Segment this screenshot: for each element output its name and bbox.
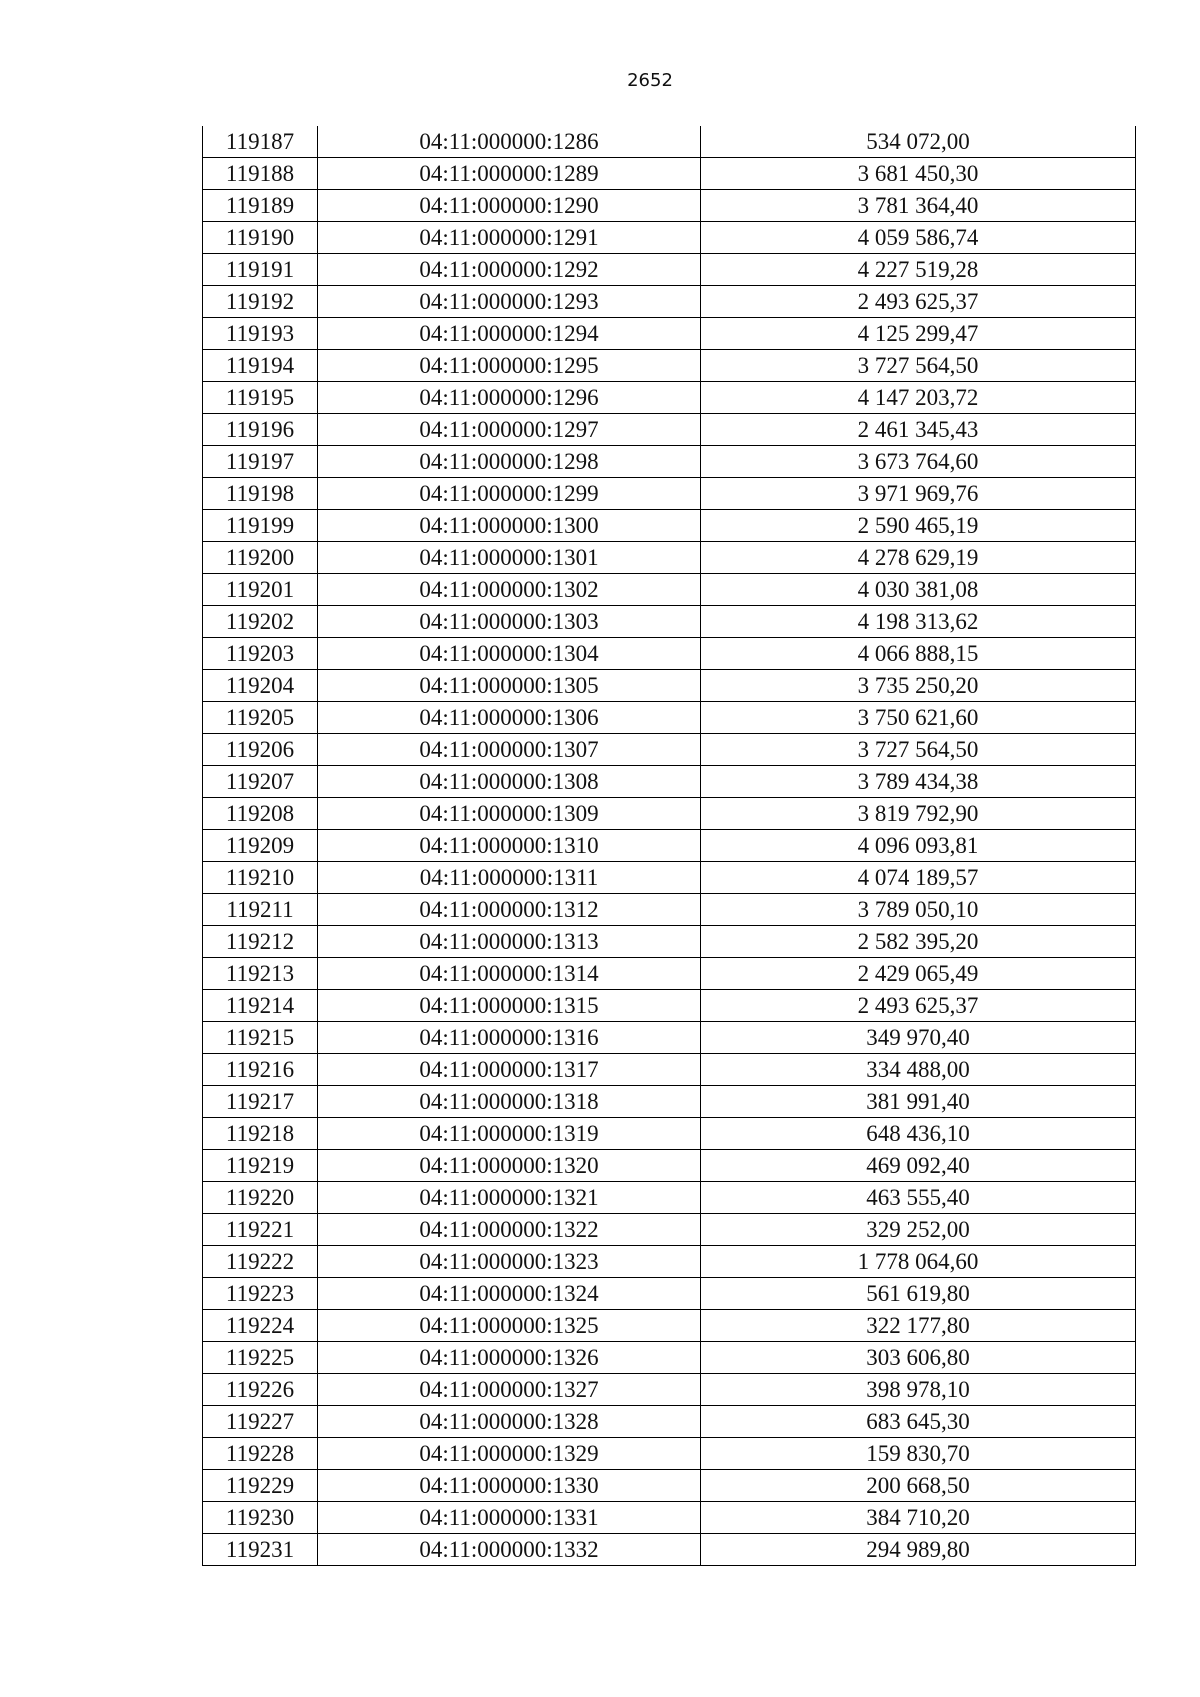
- row-number-cell: 119191: [203, 254, 318, 286]
- cadastral-value-table: [202, 126, 1136, 1566]
- cadastral-value-cell: 463 555,40: [701, 1182, 1136, 1214]
- cadastral-value-cell: 4 059 586,74: [701, 222, 1136, 254]
- table-row: [203, 1278, 1136, 1310]
- cadastral-value-cell: 3 727 564,50: [701, 350, 1136, 382]
- row-number-cell: 119204: [203, 670, 318, 702]
- cadastral-number-cell: 04:11:000000:1325: [318, 1310, 701, 1342]
- cadastral-number-cell: 04:11:000000:1330: [318, 1470, 701, 1502]
- table-row: [203, 1150, 1136, 1182]
- cadastral-number-cell: 04:11:000000:1332: [318, 1534, 701, 1566]
- row-number-cell: 119230: [203, 1502, 318, 1534]
- table-row: [203, 1086, 1136, 1118]
- table-row: [203, 670, 1136, 702]
- row-number-cell: 119207: [203, 766, 318, 798]
- cadastral-number-cell: 04:11:000000:1311: [318, 862, 701, 894]
- table-row: [203, 1406, 1136, 1438]
- row-number-cell: 119219: [203, 1150, 318, 1182]
- cadastral-number-cell: 04:11:000000:1301: [318, 542, 701, 574]
- row-number-cell: 119214: [203, 990, 318, 1022]
- row-number-cell: 119228: [203, 1438, 318, 1470]
- row-number-cell: 119211: [203, 894, 318, 926]
- cadastral-number-cell: 04:11:000000:1328: [318, 1406, 701, 1438]
- row-number-cell: 119189: [203, 190, 318, 222]
- cadastral-value-cell: 4 147 203,72: [701, 382, 1136, 414]
- row-number-cell: 119226: [203, 1374, 318, 1406]
- cadastral-number-cell: 04:11:000000:1314: [318, 958, 701, 990]
- cadastral-number-cell: 04:11:000000:1303: [318, 606, 701, 638]
- cadastral-number-cell: 04:11:000000:1313: [318, 926, 701, 958]
- row-number-cell: 119198: [203, 478, 318, 510]
- table-row: [203, 350, 1136, 382]
- row-number-cell: 119188: [203, 158, 318, 190]
- row-number-cell: 119203: [203, 638, 318, 670]
- cadastral-number-cell: 04:11:000000:1289: [318, 158, 701, 190]
- table-row: [203, 766, 1136, 798]
- table-row: [203, 446, 1136, 478]
- cadastral-value-cell: 384 710,20: [701, 1502, 1136, 1534]
- table-row: [203, 1022, 1136, 1054]
- cadastral-value-cell: 4 096 093,81: [701, 830, 1136, 862]
- table-row: [203, 606, 1136, 638]
- table-row: [203, 1246, 1136, 1278]
- row-number-cell: 119193: [203, 318, 318, 350]
- cadastral-value-cell: 4 030 381,08: [701, 574, 1136, 606]
- row-number-cell: 119231: [203, 1534, 318, 1566]
- table-row: [203, 894, 1136, 926]
- table-row: [203, 1502, 1136, 1534]
- row-number-cell: 119192: [203, 286, 318, 318]
- table-row: [203, 1374, 1136, 1406]
- cadastral-number-cell: 04:11:000000:1322: [318, 1214, 701, 1246]
- cadastral-value-cell: 2 582 395,20: [701, 926, 1136, 958]
- row-number-cell: 119195: [203, 382, 318, 414]
- cadastral-number-cell: 04:11:000000:1290: [318, 190, 701, 222]
- cadastral-value-cell: 683 645,30: [701, 1406, 1136, 1438]
- cadastral-value-cell: 4 066 888,15: [701, 638, 1136, 670]
- row-number-cell: 119212: [203, 926, 318, 958]
- table-row: [203, 126, 1136, 158]
- row-number-cell: 119218: [203, 1118, 318, 1150]
- cadastral-number-cell: 04:11:000000:1320: [318, 1150, 701, 1182]
- cadastral-number-cell: 04:11:000000:1316: [318, 1022, 701, 1054]
- cadastral-value-cell: 2 493 625,37: [701, 990, 1136, 1022]
- cadastral-value-cell: 303 606,80: [701, 1342, 1136, 1374]
- row-number-cell: 119215: [203, 1022, 318, 1054]
- cadastral-value-cell: 561 619,80: [701, 1278, 1136, 1310]
- cadastral-number-cell: 04:11:000000:1286: [318, 126, 701, 158]
- cadastral-value-cell: 3 781 364,40: [701, 190, 1136, 222]
- row-number-cell: 119227: [203, 1406, 318, 1438]
- cadastral-value-cell: 1 778 064,60: [701, 1246, 1136, 1278]
- row-number-cell: 119205: [203, 702, 318, 734]
- cadastral-number-cell: 04:11:000000:1323: [318, 1246, 701, 1278]
- row-number-cell: 119197: [203, 446, 318, 478]
- cadastral-value-cell: 329 252,00: [701, 1214, 1136, 1246]
- table-row: [203, 1310, 1136, 1342]
- cadastral-value-cell: 3 971 969,76: [701, 478, 1136, 510]
- cadastral-number-cell: 04:11:000000:1297: [318, 414, 701, 446]
- cadastral-value-cell: 3 673 764,60: [701, 446, 1136, 478]
- table-row: [203, 862, 1136, 894]
- cadastral-number-cell: 04:11:000000:1291: [318, 222, 701, 254]
- table-row: [203, 958, 1136, 990]
- table-row: [203, 638, 1136, 670]
- cadastral-number-cell: 04:11:000000:1327: [318, 1374, 701, 1406]
- table-row: [203, 926, 1136, 958]
- cadastral-value-cell: 381 991,40: [701, 1086, 1136, 1118]
- cadastral-value-cell: 200 668,50: [701, 1470, 1136, 1502]
- cadastral-value-cell: 159 830,70: [701, 1438, 1136, 1470]
- cadastral-number-cell: 04:11:000000:1300: [318, 510, 701, 542]
- cadastral-number-cell: 04:11:000000:1326: [318, 1342, 701, 1374]
- cadastral-number-cell: 04:11:000000:1321: [318, 1182, 701, 1214]
- cadastral-value-cell: 2 590 465,19: [701, 510, 1136, 542]
- row-number-cell: 119220: [203, 1182, 318, 1214]
- table-row: [203, 990, 1136, 1022]
- cadastral-value-cell: 349 970,40: [701, 1022, 1136, 1054]
- row-number-cell: 119202: [203, 606, 318, 638]
- cadastral-number-cell: 04:11:000000:1319: [318, 1118, 701, 1150]
- row-number-cell: 119187: [203, 126, 318, 158]
- cadastral-number-cell: 04:11:000000:1304: [318, 638, 701, 670]
- cadastral-value-cell: 322 177,80: [701, 1310, 1136, 1342]
- table-row: [203, 510, 1136, 542]
- table-row: [203, 254, 1136, 286]
- table-row: [203, 318, 1136, 350]
- cadastral-number-cell: 04:11:000000:1305: [318, 670, 701, 702]
- cadastral-number-cell: 04:11:000000:1302: [318, 574, 701, 606]
- cadastral-value-cell: 4 125 299,47: [701, 318, 1136, 350]
- row-number-cell: 119223: [203, 1278, 318, 1310]
- cadastral-number-cell: 04:11:000000:1310: [318, 830, 701, 862]
- cadastral-number-cell: 04:11:000000:1299: [318, 478, 701, 510]
- cadastral-number-cell: 04:11:000000:1329: [318, 1438, 701, 1470]
- cadastral-value-cell: 3 819 792,90: [701, 798, 1136, 830]
- row-number-cell: 119199: [203, 510, 318, 542]
- table-row: [203, 414, 1136, 446]
- row-number-cell: 119190: [203, 222, 318, 254]
- cadastral-value-cell: 3 789 434,38: [701, 766, 1136, 798]
- cadastral-value-cell: 3 789 050,10: [701, 894, 1136, 926]
- table-row: [203, 798, 1136, 830]
- cadastral-number-cell: 04:11:000000:1318: [318, 1086, 701, 1118]
- table-row: [203, 158, 1136, 190]
- table-row: [203, 222, 1136, 254]
- row-number-cell: 119208: [203, 798, 318, 830]
- cadastral-number-cell: 04:11:000000:1312: [318, 894, 701, 926]
- cadastral-number-cell: 04:11:000000:1309: [318, 798, 701, 830]
- row-number-cell: 119213: [203, 958, 318, 990]
- row-number-cell: 119210: [203, 862, 318, 894]
- table-body: [203, 126, 1136, 1566]
- table-row: [203, 574, 1136, 606]
- cadastral-number-cell: 04:11:000000:1315: [318, 990, 701, 1022]
- cadastral-number-cell: 04:11:000000:1293: [318, 286, 701, 318]
- cadastral-value-cell: 294 989,80: [701, 1534, 1136, 1566]
- row-number-cell: 119206: [203, 734, 318, 766]
- cadastral-number-cell: 04:11:000000:1307: [318, 734, 701, 766]
- cadastral-number-cell: 04:11:000000:1331: [318, 1502, 701, 1534]
- table-row: [203, 1214, 1136, 1246]
- cadastral-value-cell: 4 074 189,57: [701, 862, 1136, 894]
- page-number: 2652: [627, 70, 673, 91]
- table-row: [203, 734, 1136, 766]
- cadastral-value-cell: 2 429 065,49: [701, 958, 1136, 990]
- cadastral-value-cell: 534 072,00: [701, 126, 1136, 158]
- cadastral-value-cell: 398 978,10: [701, 1374, 1136, 1406]
- table-row: [203, 830, 1136, 862]
- table-row: [203, 1438, 1136, 1470]
- row-number-cell: 119200: [203, 542, 318, 574]
- table-row: [203, 1182, 1136, 1214]
- table-row: [203, 1054, 1136, 1086]
- row-number-cell: 119224: [203, 1310, 318, 1342]
- row-number-cell: 119229: [203, 1470, 318, 1502]
- cadastral-number-cell: 04:11:000000:1308: [318, 766, 701, 798]
- row-number-cell: 119196: [203, 414, 318, 446]
- cadastral-value-cell: 648 436,10: [701, 1118, 1136, 1150]
- table-row: [203, 1118, 1136, 1150]
- cadastral-number-cell: 04:11:000000:1292: [318, 254, 701, 286]
- table-row: [203, 1534, 1136, 1566]
- cadastral-value-cell: 4 278 629,19: [701, 542, 1136, 574]
- table-row: [203, 382, 1136, 414]
- cadastral-number-cell: 04:11:000000:1295: [318, 350, 701, 382]
- table-row: [203, 286, 1136, 318]
- cadastral-number-cell: 04:11:000000:1298: [318, 446, 701, 478]
- table-row: [203, 190, 1136, 222]
- cadastral-number-cell: 04:11:000000:1296: [318, 382, 701, 414]
- row-number-cell: 119216: [203, 1054, 318, 1086]
- table-row: [203, 702, 1136, 734]
- table-row: [203, 478, 1136, 510]
- row-number-cell: 119225: [203, 1342, 318, 1374]
- cadastral-value-cell: 334 488,00: [701, 1054, 1136, 1086]
- cadastral-value-cell: 2 493 625,37: [701, 286, 1136, 318]
- cadastral-value-cell: 3 750 621,60: [701, 702, 1136, 734]
- cadastral-number-cell: 04:11:000000:1317: [318, 1054, 701, 1086]
- cadastral-value-cell: 469 092,40: [701, 1150, 1136, 1182]
- cadastral-value-cell: 4 227 519,28: [701, 254, 1136, 286]
- cadastral-number-cell: 04:11:000000:1306: [318, 702, 701, 734]
- cadastral-number-cell: 04:11:000000:1324: [318, 1278, 701, 1310]
- cadastral-value-cell: 3 681 450,30: [701, 158, 1136, 190]
- row-number-cell: 119222: [203, 1246, 318, 1278]
- row-number-cell: 119209: [203, 830, 318, 862]
- cadastral-value-cell: 4 198 313,62: [701, 606, 1136, 638]
- row-number-cell: 119201: [203, 574, 318, 606]
- row-number-cell: 119221: [203, 1214, 318, 1246]
- row-number-cell: 119194: [203, 350, 318, 382]
- table-row: [203, 1342, 1136, 1374]
- cadastral-value-cell: 3 735 250,20: [701, 670, 1136, 702]
- table-row: [203, 542, 1136, 574]
- cadastral-number-cell: 04:11:000000:1294: [318, 318, 701, 350]
- row-number-cell: 119217: [203, 1086, 318, 1118]
- cadastral-value-cell: 3 727 564,50: [701, 734, 1136, 766]
- table-row: [203, 1470, 1136, 1502]
- cadastral-value-cell: 2 461 345,43: [701, 414, 1136, 446]
